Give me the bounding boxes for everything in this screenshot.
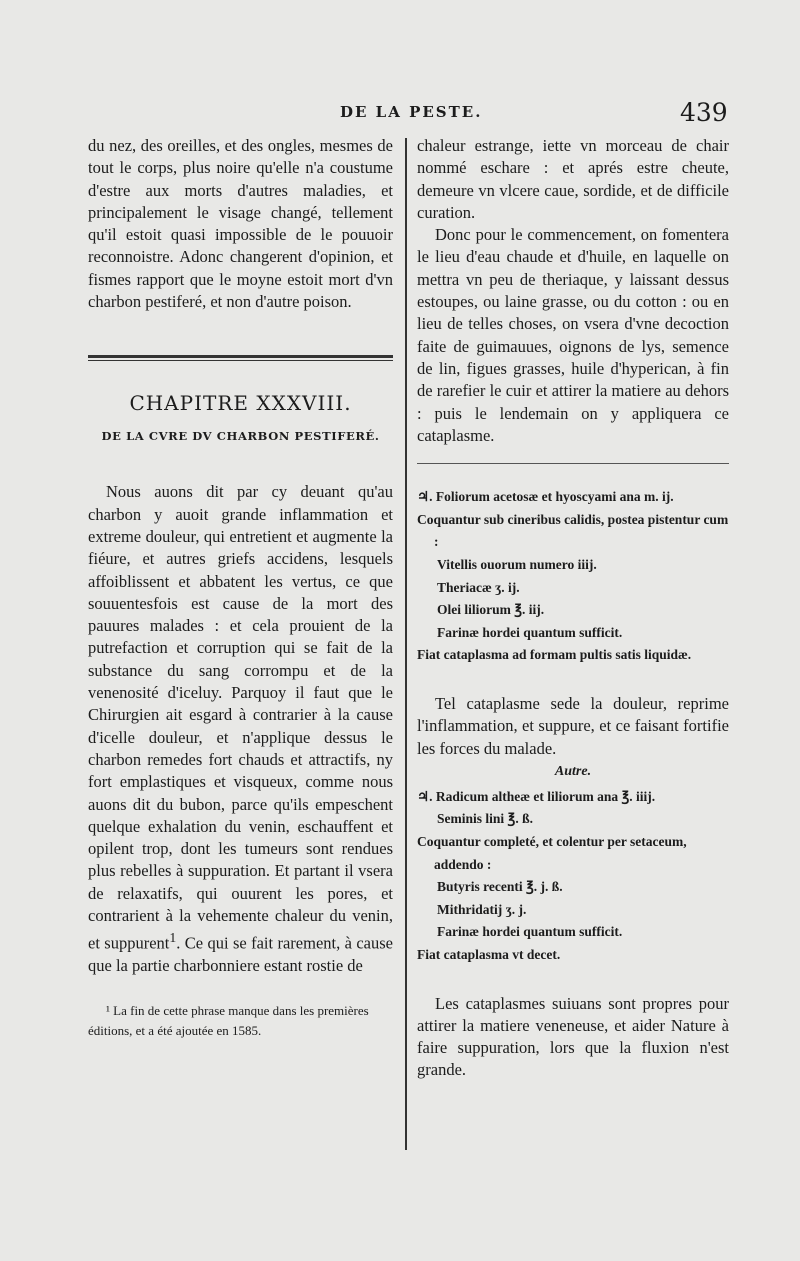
chapter-separator-rule <box>88 355 393 361</box>
paragraph-continued: du nez, des oreilles, et des ongles, mesmes de tout le corps, plus noire qu'elle n'a coustume d'estre aux morts d'autres maladies, et principalement le visage changé, tellement qu'il estoit quasi impossible de le pouuoir reconnoistre. Adonc changerent d'opinion, et fismes rapport que le moyne estoit mort d'vn charbon pestiferé, et non d'autre poison. <box>88 136 393 312</box>
recipe-2-line-1b: Seminis lini ℥. ß. <box>437 811 533 827</box>
recipe-1-ingredient: Farinæ hordei quantum sufficit. <box>437 624 623 640</box>
recipe-1 <box>417 486 729 667</box>
recipe-2-line-1: ♃. Radicum altheæ et liliorum ana ℥. iiij. <box>417 788 656 804</box>
recipe-2-ingredient: Mithridatij ʒ. j. <box>437 901 527 917</box>
recipe-separator <box>417 463 729 464</box>
recipe-2-line-end: Fiat cataplasma vt decet. <box>417 946 561 962</box>
chapter-subtitle: DE LA CVRE DV CHARBON PESTIFERÉ. <box>101 429 380 444</box>
recipe-1-ingredient: Vitellis ouorum numero iiij. <box>437 556 597 572</box>
paragraph-effect: Tel cataplasme sede la douleur, reprime l'inflammation, et suppure, et ce faisant fortifie les forces du malade. <box>417 693 729 758</box>
recipe-2-ingredient: Farinæ hordei quantum sufficit. <box>437 924 623 940</box>
recipe-2-ingredient: Butyris recenti ℥. j. ß. <box>437 879 563 895</box>
recipe-1-ingredient: Theriacæ ʒ. ij. <box>437 579 520 595</box>
recipe-1-line-1: ♃. Foliorum acetosæ et hyoscyami ana m. ij. <box>417 489 674 505</box>
body-text-main: Nous auons dit par cy deuant qu'au charbon y auoit grande inflammation et extreme douleur, qui entretient et augmente la fiéure, et autres griefs accidens, lesquels affoiblissent et abbatent les vertus, ce que souuentesfois est cause de la mort des pauures malades : et cela prouient de la putrefaction et corruption qui se fait de la substance du sang corrompu et de la venenosité d'iceluy. Parquoy il faut que le Chirurgien ait esgard à contrarier à la cause d'icelle douleur, et n'applique dessus le charbon remedes fort chauds et attractifs, ny fort emplastiques et visqueux, comme nous auons dit du bubon, parce qu'ils empeschent quelque exhalation du venin, eschauffent et opilent trop, dont les tumeurs sont rendues plus rebelles à suppuration. Et partant il vsera de relaxatifs, qui ouurent les pores, et contrarient à la vehemente chaleur du venin, et suppurent <box>88 482 393 953</box>
chapter-body-paragraph <box>88 481 393 977</box>
body-text-end: . Ce qui se fait rarement, à cause que la partie charbonniere estant rostie de <box>88 933 393 976</box>
page-number: 439 <box>680 98 728 127</box>
recipe-1-line-end: Fiat cataplasma ad formam pultis satis liquidæ. <box>417 647 692 663</box>
footnote-marker: 1 <box>169 930 177 946</box>
footnote: ¹ La fin de cette phrase manque dans les premières éditions, et a été ajoutée en 1585. <box>88 1003 369 1039</box>
paragraph-continued-right: chaleur estrange, iette vn morceau de chair nommé eschare : et aprés estre cheute, demeure vn vlcere caue, sordide, et de difficile curation. <box>417 136 729 222</box>
paragraph-cataplasmes: Les cataplasmes suiuans sont propres pour attirer la matiere veneneuse, et aider Nature à faire suppuration, lors que la fluxion n'est grande. <box>417 993 729 1080</box>
recipe-2 <box>417 786 729 967</box>
recipe-1-line-2: Coquantur sub cineribus calidis, postea pistentur cum : <box>417 511 729 550</box>
recipe-2-line-2: Coquantur completé, et colentur per setaceum, addendo : <box>417 833 687 872</box>
recipe-1-ingredient: Olei liliorum ℥. iij. <box>437 602 545 618</box>
paragraph-fomentation: Donc pour le commencement, on fomentera le lieu d'eau chaude et d'huile, en laquelle on mettra vn peu de theriaque, y laissant dessus estoupes, ou laine grasse, ou du cotton : ou en lieu de telles choses, on vsera d'vne decoction faite de guimauues, oignons de lys, semence de lin, figues grasses, huile d'hyperican, à fin de rarefier le cuir et attirer la matiere au dehors : puis le lendemain on y appliquera ce cataplasme. <box>417 225 729 445</box>
column-divider <box>405 138 407 1150</box>
right-column <box>417 135 729 1082</box>
chapter-title: CHAPITRE XXXVIII. <box>129 391 352 416</box>
left-column <box>88 135 393 1041</box>
autre-heading: Autre. <box>554 763 592 779</box>
running-title: DE LA PESTE. <box>340 103 483 121</box>
